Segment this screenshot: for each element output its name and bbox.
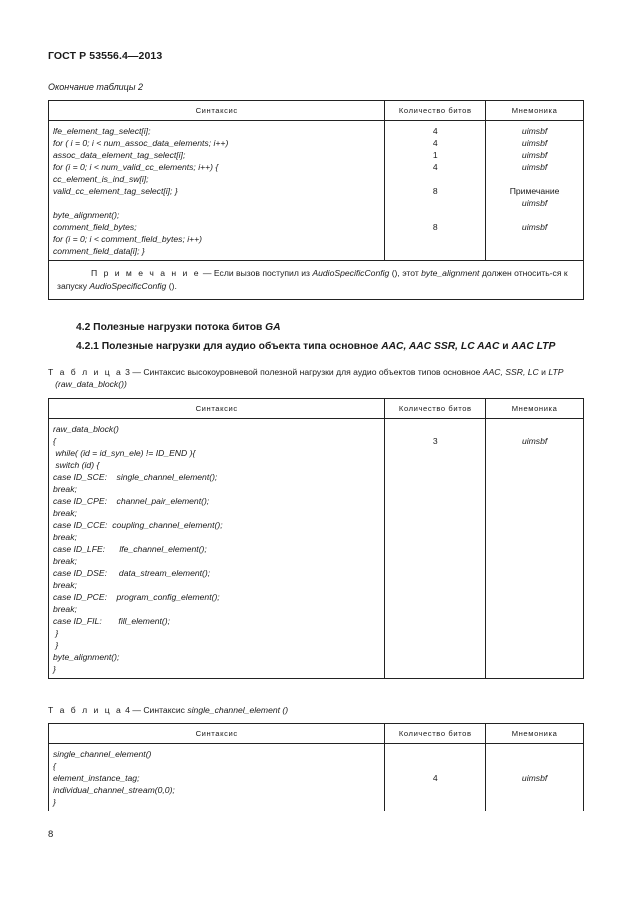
syntax-line: assoc_data_element_tag_select[i];	[53, 150, 186, 160]
syntax-line: byte_alignment();	[53, 210, 120, 220]
mnemonic-value: uimsbf	[521, 773, 548, 783]
syntax-line: case ID_PCE: program_config_element();	[53, 592, 220, 602]
table3-syntax-cell	[49, 419, 385, 679]
table4-syntax-cell	[49, 744, 385, 812]
bits-value	[385, 423, 485, 435]
bits-value: 4	[432, 773, 438, 783]
syntax-line: cc_element_is_ind_sw[i];	[53, 174, 149, 184]
table4	[48, 723, 584, 811]
table2-mnemonic-cell	[486, 121, 584, 261]
syntax-line: case ID_SCE: single_channel_element();	[53, 472, 218, 482]
mnemonic-value	[486, 748, 583, 760]
table3-mnemonic-cell	[486, 419, 584, 679]
table2-col-mnemonic: Мнемоника	[486, 101, 584, 121]
syntax-line: raw_data_block()	[53, 424, 119, 434]
syntax-line: case ID_DSE: data_stream_element();	[53, 568, 211, 578]
table4-caption	[48, 704, 584, 716]
mnemonic-value	[486, 760, 583, 772]
note-text: (), этот	[389, 268, 422, 278]
mnemonic-value: uimsbf	[521, 126, 548, 136]
caption-italic: LTP	[548, 367, 564, 377]
heading-italic: GA	[265, 322, 281, 333]
mnemonic-value	[486, 173, 583, 185]
syntax-line: break;	[53, 604, 77, 614]
caption-text: 3 — Синтаксис высокоуровневой полезной нагрузки для аудио объектов типов основное	[122, 367, 483, 377]
syntax-line: case ID_FIL: fill_element();	[53, 616, 171, 626]
mnemonic-value: uimsbf	[521, 162, 548, 172]
syntax-line: break;	[53, 556, 77, 566]
table4-mnemonic-cell	[486, 744, 584, 812]
table2-bits-cell	[385, 121, 486, 261]
syntax-line: single_channel_element()	[53, 749, 152, 759]
note-italic: byte_alignment	[421, 268, 480, 278]
syntax-line: break;	[53, 508, 77, 518]
syntax-line: for ( i = 0; i < num_assoc_data_elements; i++)	[53, 138, 229, 148]
caption-text: и	[538, 367, 549, 377]
bits-value	[385, 197, 485, 209]
note-label: П р и м е ч а н и е	[91, 268, 201, 278]
syntax-line	[53, 197, 380, 209]
syntax-line: lfe_element_tag_select[i];	[53, 126, 151, 136]
syntax-line: case ID_CCE: coupling_channel_element();	[53, 520, 223, 530]
table3	[48, 398, 584, 679]
table2-continuation-caption: Окончание таблицы 2	[48, 82, 143, 92]
mnemonic-value: uimsbf	[521, 198, 548, 208]
bits-value	[385, 209, 485, 221]
table2-syntax-cell	[49, 121, 385, 261]
syntax-line: for (i = 0; i < comment_field_bytes; i++)	[53, 234, 203, 244]
page-number: 8	[48, 829, 54, 840]
heading-text: и	[499, 341, 512, 352]
table3-bits-cell	[385, 419, 486, 679]
mnemonic-value	[486, 423, 583, 435]
table4-col-syntax: Синтаксис	[49, 724, 385, 744]
section-heading-4-2	[76, 322, 281, 333]
caption-italic: single_channel_element ()	[187, 705, 289, 715]
table2-col-bits: Количество битов	[385, 101, 486, 121]
syntax-line: comment_field_bytes;	[53, 222, 137, 232]
syntax-line: {	[53, 761, 56, 771]
mnemonic-value: uimsbf	[521, 222, 548, 232]
caption-label: Т а б л и ц а	[48, 367, 123, 377]
syntax-line: byte_alignment();	[53, 652, 120, 662]
bits-value: 4	[432, 138, 438, 148]
note-text: должен относить-ся к запуску	[57, 268, 568, 291]
note-text: ().	[166, 281, 177, 291]
table2-note	[49, 261, 584, 300]
syntax-line: switch (id) {	[53, 460, 100, 470]
syntax-line: break;	[53, 484, 77, 494]
bits-value: 8	[432, 222, 438, 232]
bits-value: 1	[432, 150, 438, 160]
syntax-line: case ID_LFE: lfe_channel_element();	[53, 544, 207, 554]
syntax-line: break;	[53, 580, 77, 590]
note-text: — Если вызов поступил из	[200, 268, 313, 278]
table3-col-mnemonic: Мнемоника	[486, 399, 584, 419]
bits-value	[385, 760, 485, 772]
mnemonic-note: Примечание	[509, 186, 560, 196]
syntax-line: element_instance_tag;	[53, 773, 140, 783]
note-italic: AudioSpecificConfig	[312, 268, 390, 278]
mnemonic-value: uimsbf	[521, 150, 548, 160]
table4-col-mnemonic: Мнемоника	[486, 724, 584, 744]
bits-value: 4	[432, 162, 438, 172]
bits-value: 8	[432, 186, 438, 196]
syntax-line: break;	[53, 532, 77, 542]
syntax-line: comment_field_data[i]; }	[53, 246, 145, 256]
note-italic: AudioSpecificConfig	[89, 281, 167, 291]
table3-caption	[48, 366, 584, 390]
bits-value: 3	[432, 436, 438, 446]
heading-text: 4.2.1 Полезные нагрузки для аудио объекта типа основное	[76, 341, 382, 352]
bits-value	[385, 173, 485, 185]
syntax-line: valid_cc_element_tag_select[i]; }	[53, 186, 178, 196]
table4-col-bits: Количество битов	[385, 724, 486, 744]
table2-end	[48, 100, 584, 300]
table3-col-syntax: Синтаксис	[49, 399, 385, 419]
table3-col-bits: Количество битов	[385, 399, 486, 419]
heading-italic: AAC LTP	[511, 341, 556, 352]
syntax-line: while( (id = id_syn_ele) != ID_END ){	[53, 448, 196, 458]
heading-text: 4.2 Полезные нагрузки потока битов	[76, 322, 266, 333]
caption-italic: (raw_data_block())	[48, 379, 127, 389]
bits-value: 4	[432, 126, 438, 136]
document-header: ГОСТ Р 53556.4—2013	[48, 50, 163, 62]
heading-italic: AAC, AAC SSR, LC AAC	[381, 341, 500, 352]
table2-col-syntax: Синтаксис	[49, 101, 385, 121]
syntax-line: }	[53, 640, 59, 650]
syntax-line: }	[53, 664, 56, 674]
caption-label: Т а б л и ц а	[48, 705, 123, 715]
syntax-line: }	[53, 628, 59, 638]
caption-italic: AAC, SSR, LC	[482, 367, 539, 377]
table4-bits-cell	[385, 744, 486, 812]
syntax-line: }	[53, 797, 56, 807]
bits-value	[385, 748, 485, 760]
mnemonic-value: uimsbf	[521, 436, 548, 446]
syntax-line: for (i = 0; i < num_valid_cc_elements; i++) {	[53, 162, 219, 172]
section-heading-4-2-1	[76, 341, 555, 352]
syntax-line: individual_channel_stream(0,0);	[53, 785, 175, 795]
syntax-line: case ID_CPE: channel_pair_element();	[53, 496, 210, 506]
caption-text: 4 — Синтаксис	[122, 705, 188, 715]
mnemonic-value	[486, 209, 583, 221]
mnemonic-value: uimsbf	[521, 138, 548, 148]
syntax-line: {	[53, 436, 56, 446]
